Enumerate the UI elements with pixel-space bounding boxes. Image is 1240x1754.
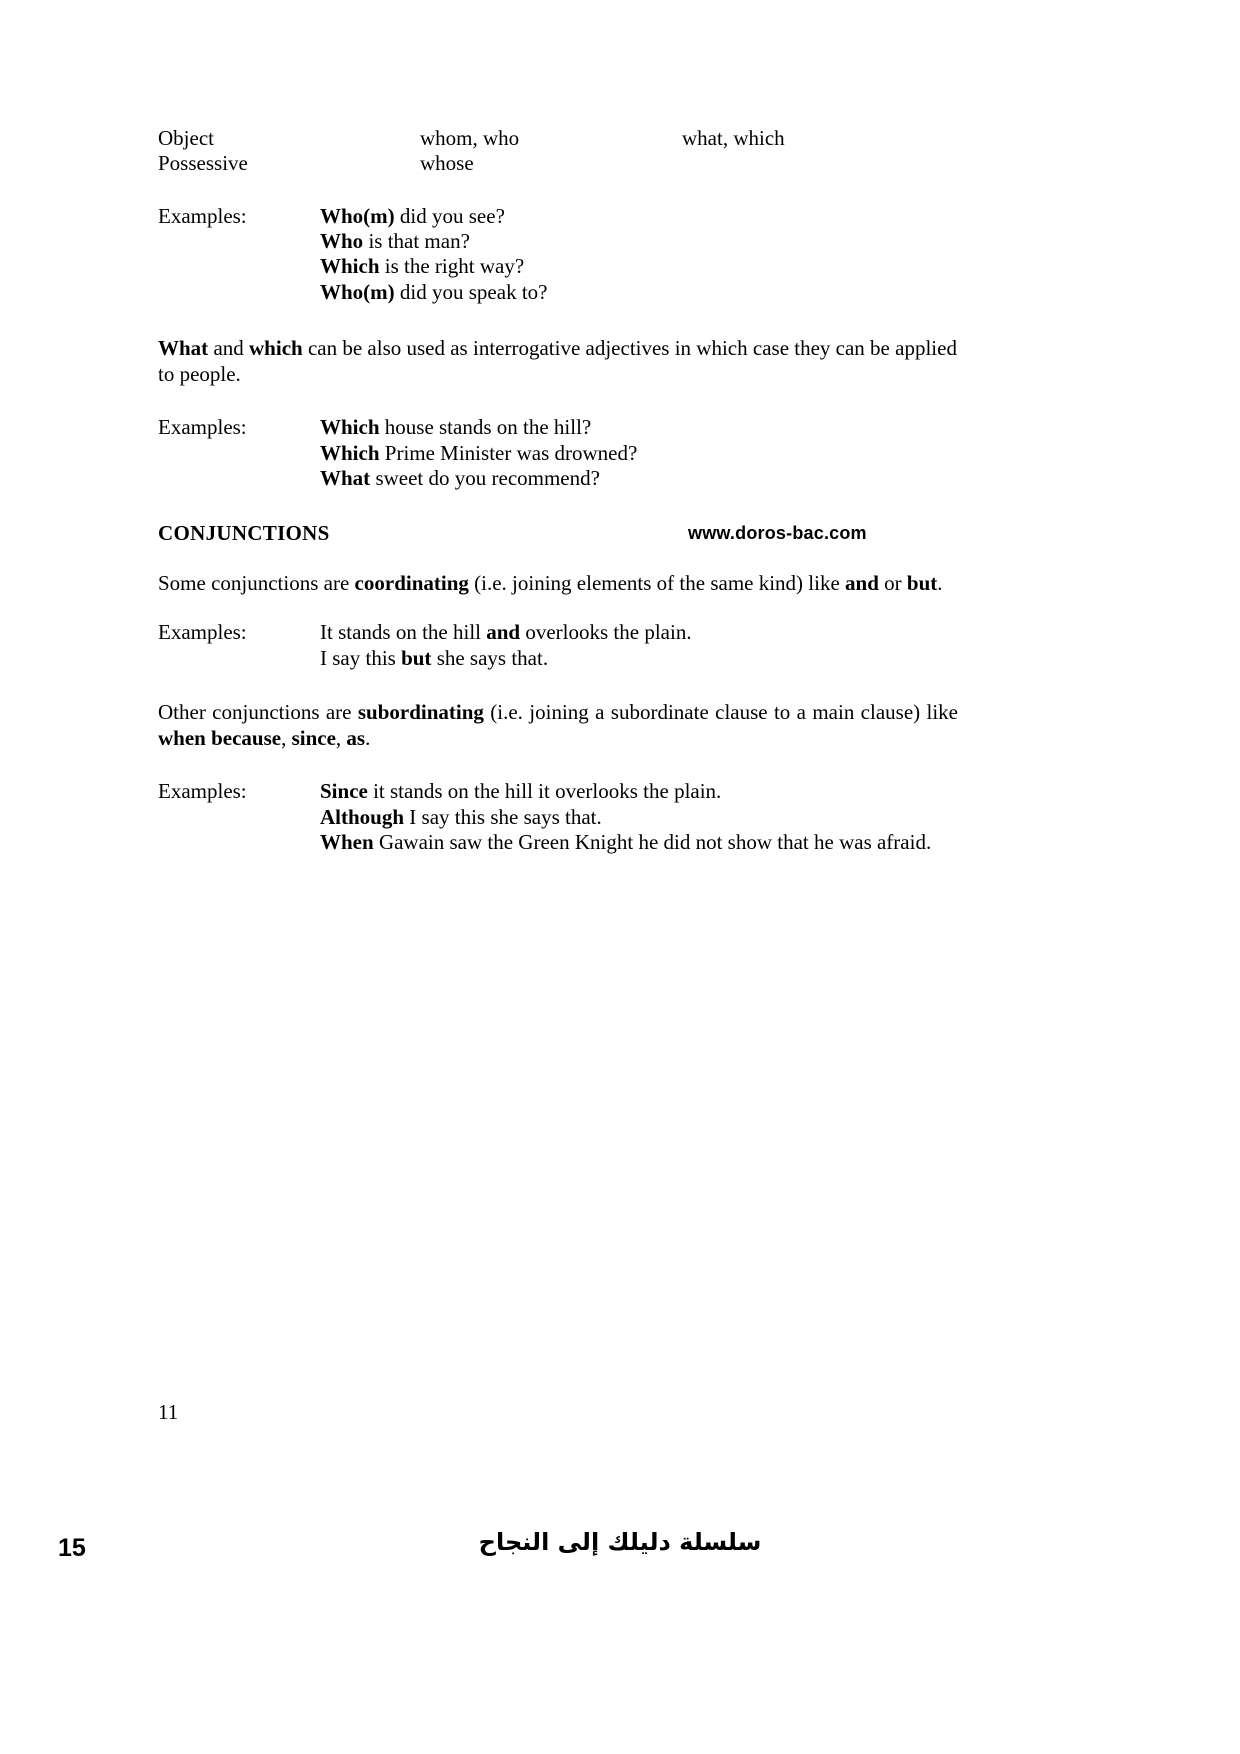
example-keyword: Who(m) xyxy=(320,203,395,228)
page-content xyxy=(158,126,958,856)
examples-label: Examples: xyxy=(158,415,247,440)
example-keyword: Which xyxy=(320,415,380,440)
example-line xyxy=(320,254,958,279)
para-text: Some conjunctions are xyxy=(158,571,355,596)
example-keyword: Although xyxy=(320,804,405,829)
example-line xyxy=(320,830,958,855)
site-watermark: www.doros-bac.com xyxy=(688,523,867,544)
examples-lines xyxy=(320,620,958,671)
paragraph-coordinating xyxy=(158,570,958,596)
example-text: overlooks the plain. xyxy=(520,620,692,645)
para-text: . xyxy=(365,726,371,751)
row-label-object: Object xyxy=(158,126,214,150)
paragraph-subordinating xyxy=(158,699,958,751)
row-right-possessive xyxy=(682,151,958,176)
example-text: Gawain saw the Green Knight he did not show that he was afraid. xyxy=(373,830,932,855)
examples-label: Examples: xyxy=(158,779,247,804)
example-text: I say this she says that. xyxy=(404,804,602,829)
example-line xyxy=(320,280,958,305)
para-text: , xyxy=(335,726,347,751)
para-text: (i.e. joining a subordinate clause to a main clause) like xyxy=(483,700,958,725)
table-row xyxy=(158,151,958,176)
examples-lines xyxy=(320,415,958,491)
examples-block-3 xyxy=(158,620,958,671)
kw-and: and xyxy=(845,571,879,596)
examples-block-1 xyxy=(158,204,958,306)
examples-label: Examples: xyxy=(158,203,247,228)
interrogative-pronoun-table xyxy=(158,126,958,176)
kw-when-because: when because xyxy=(158,726,282,751)
example-text: is the right way? xyxy=(379,254,525,279)
example-text: it stands on the hill it overlooks the plain. xyxy=(367,779,722,804)
example-line xyxy=(320,441,958,466)
kw-since: since xyxy=(291,726,336,751)
footer-page-number: 15 xyxy=(58,1534,86,1562)
row-label-possessive: Possessive xyxy=(158,150,248,175)
para-text: , xyxy=(281,726,292,751)
example-line xyxy=(320,466,958,491)
row-mid-object: whom, who xyxy=(420,126,520,150)
example-keyword: Who(m) xyxy=(320,279,395,304)
examples-label: Examples: xyxy=(158,620,247,645)
para-text: or xyxy=(878,571,907,596)
example-text: house stands on the hill? xyxy=(379,415,592,440)
examples-lines xyxy=(320,204,958,306)
example-text: sweet do you recommend? xyxy=(370,466,600,491)
kw-subordinating: subordinating xyxy=(357,700,484,725)
example-text: is that man? xyxy=(363,228,470,253)
example-keyword: Since xyxy=(320,779,368,804)
example-line xyxy=(320,620,958,645)
kw-what: What xyxy=(158,336,209,361)
examples-block-2 xyxy=(158,415,958,491)
example-keyword: What xyxy=(320,466,371,491)
para-text: (i.e. joining elements of the same kind) like xyxy=(468,571,846,596)
para-text: can be also used as interrogative adjectives in which case they can be applied to people. xyxy=(158,336,957,387)
kw-as: as xyxy=(346,726,366,751)
example-line xyxy=(320,204,958,229)
example-text: I say this xyxy=(320,645,402,670)
kw-which: which xyxy=(249,336,303,361)
example-keyword: When xyxy=(320,830,374,855)
example-text: It stands on the hill xyxy=(320,620,487,645)
inner-page-number: 11 xyxy=(158,1400,179,1424)
example-text: Prime Minister was drowned? xyxy=(379,440,638,465)
example-line xyxy=(320,805,958,830)
section-title-conjunctions: CONJUNCTIONS xyxy=(158,521,330,546)
para-text: Other conjunctions are xyxy=(158,700,358,725)
example-keyword: Who xyxy=(320,228,364,253)
examples-lines xyxy=(320,779,958,855)
table-row xyxy=(158,126,958,151)
example-text: did you speak to? xyxy=(394,279,548,304)
example-line xyxy=(320,779,958,804)
example-keyword: but xyxy=(401,645,432,670)
example-keyword: Which xyxy=(320,254,380,279)
example-keyword: and xyxy=(486,620,521,645)
kw-but: but xyxy=(906,571,938,596)
footer-series-title: سلسلة دليلك إلى النجاح xyxy=(478,1528,762,1556)
example-line xyxy=(320,415,958,440)
example-keyword: Which xyxy=(320,440,380,465)
para-text: and xyxy=(208,336,250,361)
kw-coordinating: coordinating xyxy=(354,571,469,596)
examples-block-4 xyxy=(158,779,958,855)
paragraph-what-which xyxy=(158,335,958,387)
example-line xyxy=(320,229,958,254)
example-text: did you see? xyxy=(394,203,505,228)
example-line xyxy=(320,646,958,671)
example-text: she says that. xyxy=(431,645,549,670)
section-heading-row xyxy=(158,521,958,546)
para-text: . xyxy=(937,571,943,596)
row-right-object: what, which xyxy=(682,126,785,150)
row-mid-possessive: whose xyxy=(420,150,474,175)
